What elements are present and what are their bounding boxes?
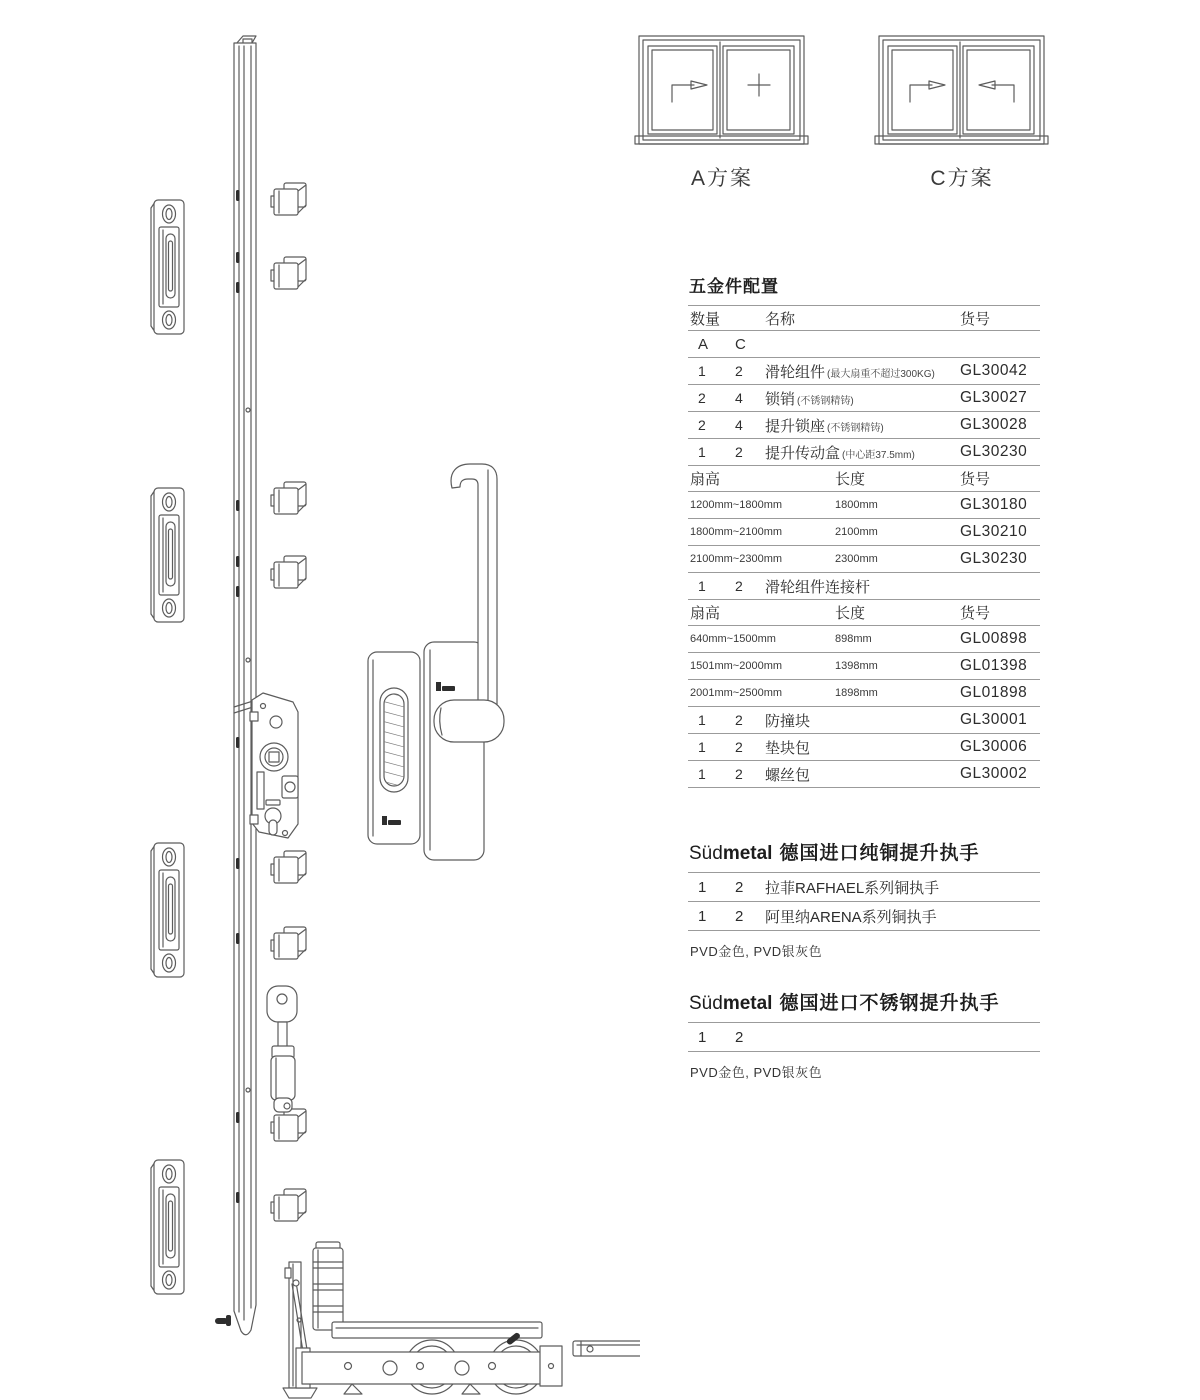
lock-pin-block bbox=[271, 482, 306, 514]
table-row: 1800mm~2100mm 2100mm GL30210 bbox=[688, 519, 1040, 546]
stainless-section-title bbox=[688, 988, 1040, 1023]
fixed-panel-plus-icon bbox=[748, 74, 770, 96]
lock-pin-block bbox=[271, 1189, 306, 1221]
table-row: 2 4 提升锁座 (不锈钢精铸) GL30028 bbox=[688, 412, 1040, 439]
col-qty: 数量 bbox=[690, 310, 721, 328]
table-title: 五金件配置 bbox=[689, 277, 779, 296]
finish-note: PVD金色, PVD银灰色 bbox=[690, 1065, 823, 1080]
lift-slide-gear-rail bbox=[215, 36, 256, 1335]
stainless-title-text: 德国进口不锈钢提升执手 bbox=[779, 993, 1000, 1014]
table-row: 1 2 提升传动盒 (中心距37.5mm) GL30230 bbox=[688, 439, 1040, 466]
lock-pin-block bbox=[271, 556, 306, 588]
variant-header-row bbox=[688, 331, 1040, 358]
buffer-stack bbox=[313, 1242, 343, 1330]
table-row: 2 4 锁销 (不锈钢精铸) GL30027 bbox=[688, 385, 1040, 412]
scheme-c-label: C方案 bbox=[930, 167, 994, 190]
rail-end-pin bbox=[215, 1315, 231, 1326]
slide-direction-arrow-right-icon bbox=[672, 81, 707, 102]
slide-direction-arrow-left-icon bbox=[979, 81, 1014, 102]
table-row: 1 2 拉菲RAFHAEL系列铜执手 bbox=[688, 873, 1040, 902]
lift-slide-handle bbox=[424, 464, 504, 860]
variant-c: C bbox=[735, 335, 746, 353]
stainless-handle-section bbox=[688, 988, 1040, 1081]
scheme-a-label: A方案 bbox=[690, 167, 753, 190]
scheme-c-drawing bbox=[874, 32, 1050, 152]
table-row: 1 2 防撞块 GL30001 bbox=[688, 707, 1040, 734]
transmission-pin bbox=[267, 986, 297, 1112]
brand-name-light: Süd bbox=[689, 993, 723, 1014]
table-row: 1200mm~1800mm 1800mm GL30180 bbox=[688, 492, 1040, 519]
lock-keeper-plate bbox=[151, 200, 184, 334]
table-row: 1 2 滑轮组件连接杆 bbox=[688, 573, 1040, 600]
table-row: 640mm~1500mm 898mm GL00898 bbox=[688, 626, 1040, 653]
finish-note: PVD金色, PVD银灰色 bbox=[690, 944, 823, 959]
table-row: 1 2 螺丝包 GL30002 bbox=[688, 761, 1040, 788]
connecting-bar bbox=[573, 1341, 640, 1356]
lock-pin-block bbox=[271, 183, 306, 215]
lock-pin-block bbox=[271, 1109, 306, 1141]
lock-pin-block bbox=[271, 257, 306, 289]
flush-pull-handle bbox=[368, 652, 420, 844]
variant-a: A bbox=[698, 335, 709, 353]
table-row: 1 2 阿里纳ARENA系列铜执手 bbox=[688, 902, 1040, 931]
lift-gearbox bbox=[250, 693, 298, 838]
table-row: 1 2 垫块包 GL30006 bbox=[688, 734, 1040, 761]
table-header-row bbox=[688, 305, 1040, 331]
table-row: 1 2 滑轮组件 (最大扇重不超过300KG) GL30042 bbox=[688, 358, 1040, 385]
scheme-a-diagram bbox=[634, 32, 810, 192]
slide-direction-arrow-right-icon bbox=[910, 81, 945, 102]
brass-section-title bbox=[688, 838, 1040, 873]
scheme-c-diagram bbox=[874, 32, 1050, 192]
table-row: 1501mm~2000mm 1398mm GL01398 bbox=[688, 653, 1040, 680]
hardware-config-table bbox=[688, 272, 1040, 788]
table-row: 2100mm~2300mm 2300mm GL30230 bbox=[688, 546, 1040, 573]
scheme-a-drawing bbox=[634, 32, 810, 152]
lock-keeper-plate bbox=[151, 843, 184, 977]
brand-name-bold: metal bbox=[722, 993, 773, 1014]
col-name: 名称 bbox=[765, 310, 796, 328]
col-code: 货号 bbox=[960, 310, 991, 328]
table-row: 1 2 bbox=[688, 1023, 1040, 1052]
lock-keeper-plate bbox=[151, 488, 184, 622]
lock-pin-block bbox=[271, 927, 306, 959]
lock-keeper-plate bbox=[151, 1160, 184, 1294]
brand-name-bold: metal bbox=[722, 843, 773, 864]
brass-handle-section bbox=[688, 838, 1040, 960]
table-subheader-row: 扇高 长度 货号 bbox=[688, 600, 1040, 626]
table-row: 2001mm~2500mm 1898mm GL01898 bbox=[688, 680, 1040, 707]
brass-title-text: 德国进口纯铜提升执手 bbox=[779, 843, 980, 864]
table-subheader-row: 扇高 长度 货号 bbox=[688, 466, 1040, 492]
lock-pin-block bbox=[271, 851, 306, 883]
brand-name-light: Süd bbox=[689, 843, 723, 864]
tandem-roller-carriage-left bbox=[296, 1322, 562, 1394]
